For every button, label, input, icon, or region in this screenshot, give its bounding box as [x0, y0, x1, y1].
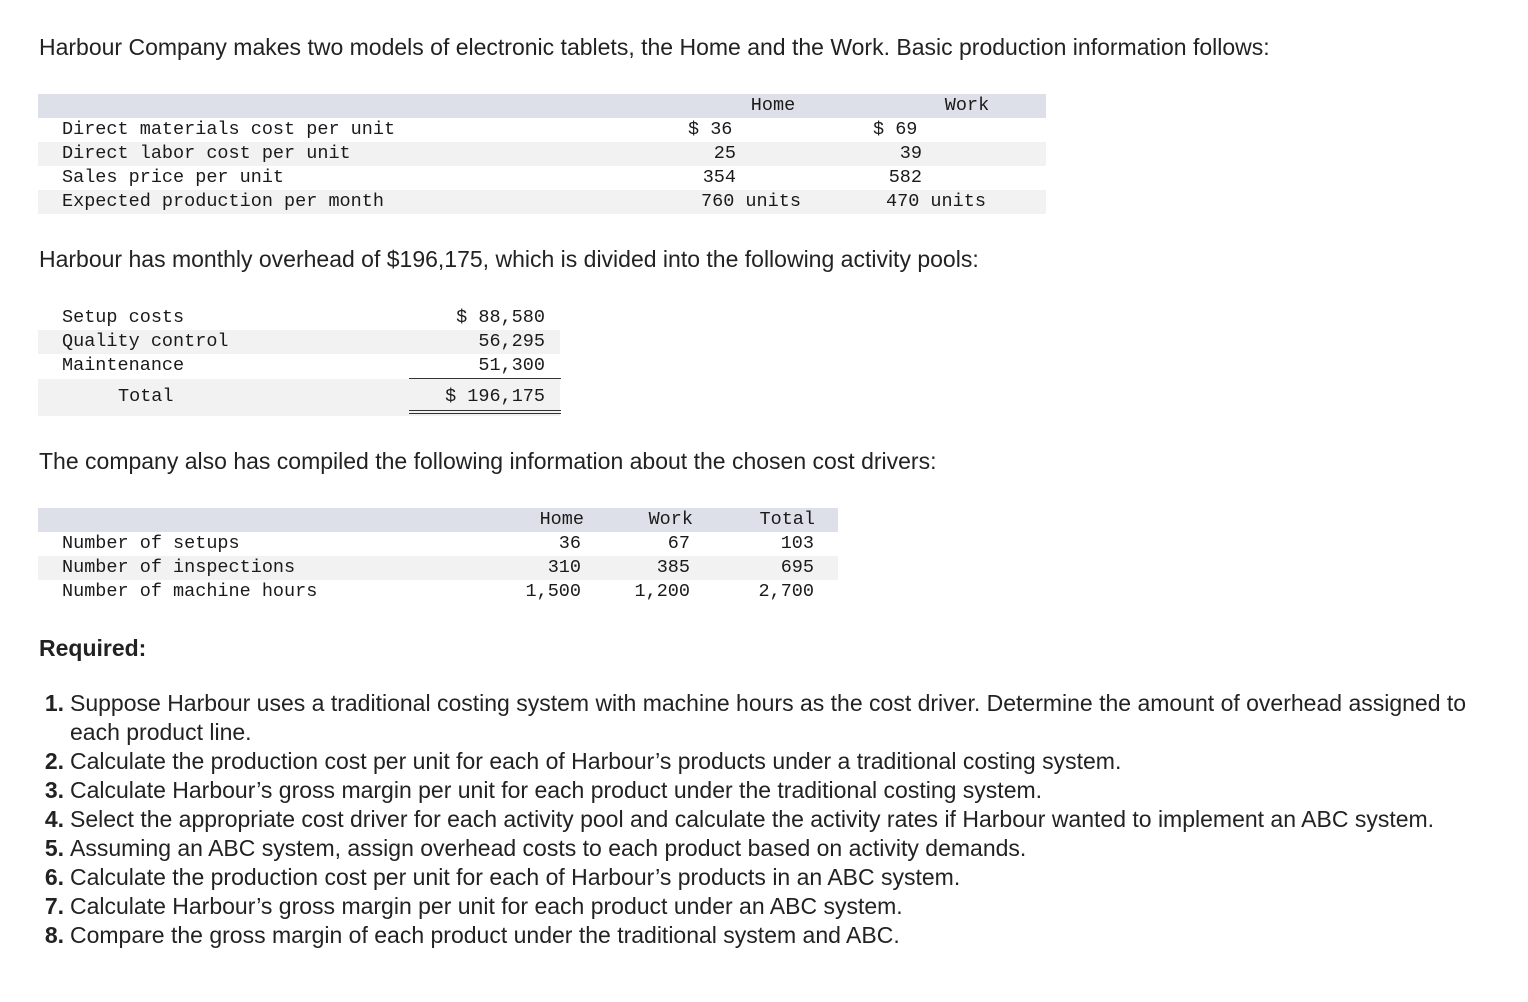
item-number: 8. — [44, 922, 64, 948]
list-item — [44, 863, 1490, 892]
home-value: 354 — [702, 167, 736, 188]
table-row — [38, 556, 838, 580]
row-label: Sales price per unit — [62, 167, 285, 188]
required-heading: Required: — [39, 635, 147, 661]
header-work: Work — [944, 95, 990, 116]
header-home: Home — [750, 95, 796, 116]
table-row — [38, 190, 1046, 214]
list-item — [44, 805, 1490, 834]
work-value: 39 — [899, 143, 922, 164]
item-text: Compare the gross margin of each product under the traditional system and ABC. — [70, 922, 900, 948]
work-value: 582 — [888, 167, 922, 188]
pool-label: Setup costs — [62, 307, 185, 328]
list-item — [44, 689, 1490, 747]
header-total: Total — [759, 509, 815, 530]
table-row — [38, 330, 560, 354]
pool-label: Maintenance — [62, 355, 185, 376]
total-value: 103 — [780, 533, 814, 554]
driver-label: Number of setups — [62, 533, 240, 554]
work-value: 385 — [656, 557, 690, 578]
pool-value: $ 88,580 — [456, 307, 545, 328]
list-item — [44, 921, 1490, 950]
total-value: $ 196,175 — [445, 386, 545, 407]
table-row — [38, 354, 560, 378]
item-text: Calculate Harbour’s gross margin per unit for each product under an ABC system. — [70, 893, 903, 919]
list-item — [44, 834, 1490, 863]
header-work: Work — [648, 509, 693, 530]
table-row — [38, 118, 1046, 142]
item-number: 2. — [44, 748, 64, 774]
item-text: Calculate the production cost per unit for each of Harbour’s products in an ABC system. — [70, 864, 961, 890]
total-value: 2,700 — [758, 581, 814, 602]
header-home: Home — [539, 509, 584, 530]
row-label: Direct labor cost per unit — [62, 143, 351, 164]
item-number: 7. — [44, 893, 64, 919]
table-row — [38, 532, 838, 556]
pool-value: 51,300 — [478, 355, 545, 376]
item-number: 5. — [44, 835, 64, 861]
production-header-row — [38, 94, 1046, 118]
list-item — [44, 892, 1490, 921]
overhead-paragraph: Harbour has monthly overhead of $196,175, which is divided into the following activity pools: — [39, 246, 979, 272]
home-value: 36 — [558, 533, 581, 554]
list-item — [44, 747, 1490, 776]
home-value: 25 — [713, 143, 736, 164]
pool-value: 56,295 — [478, 331, 545, 352]
home-value: 1,500 — [525, 581, 581, 602]
work-value: 67 — [667, 533, 690, 554]
work-value: 1,200 — [634, 581, 690, 602]
requirements-list — [44, 689, 1490, 950]
table-row — [38, 306, 560, 330]
item-text: Suppose Harbour uses a traditional costing system with machine hours as the cost driver. Determine the amount of overhead assigned to each product line. — [70, 690, 1467, 745]
item-text: Calculate Harbour’s gross margin per unit for each product under the traditional costing system. — [70, 777, 1043, 803]
item-number: 3. — [44, 777, 64, 803]
total-double-rule-bottom — [409, 413, 561, 414]
driver-paragraph: The company also has compiled the following information about the chosen cost drivers: — [39, 448, 937, 474]
total-label: Total — [118, 386, 174, 407]
row-label: Direct materials cost per unit — [62, 119, 396, 140]
row-label: Expected production per month — [62, 191, 384, 212]
item-number: 1. — [44, 690, 64, 716]
item-text: Select the appropriate cost driver for each activity pool and calculate the activity rates if Harbour wanted to implement an ABC system. — [70, 806, 1435, 832]
intro-paragraph: Harbour Company makes two models of electronic tablets, the Home and the Work. Basic production information follows: — [39, 34, 1270, 60]
item-text: Assuming an ABC system, assign overhead costs to each product based on activity demands. — [70, 835, 1027, 861]
driver-label: Number of machine hours — [62, 581, 318, 602]
home-value: 760 units — [701, 191, 801, 212]
home-value: $ 36 — [688, 119, 733, 140]
item-number: 4. — [44, 806, 64, 832]
work-value: $ 69 — [873, 119, 918, 140]
driver-header-row — [38, 508, 838, 532]
driver-label: Number of inspections — [62, 557, 296, 578]
home-value: 310 — [547, 557, 581, 578]
list-item — [44, 776, 1490, 805]
table-row — [38, 142, 1046, 166]
total-double-rule-top — [409, 410, 561, 411]
pool-label: Quality control — [62, 331, 229, 352]
table-row — [38, 166, 1046, 190]
total-value: 695 — [780, 557, 814, 578]
table-row — [38, 580, 838, 604]
item-text: Calculate the production cost per unit for each of Harbour’s products under a traditional costing system. — [70, 748, 1122, 774]
work-value: 470 units — [886, 191, 986, 212]
item-number: 6. — [44, 864, 64, 890]
